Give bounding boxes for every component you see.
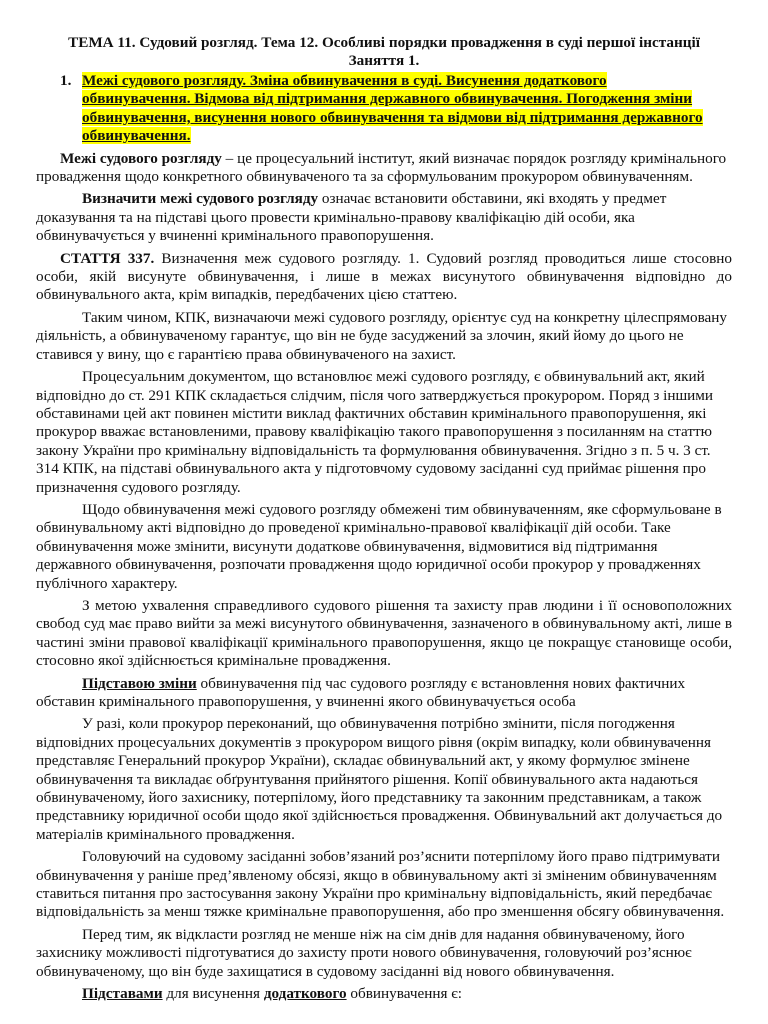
paragraph-10: Головуючий на судовому засіданні зобов’язаний роз’яснити потерпілому його право підтримувати обвинувачення у раніше пред’явленому обсязі, якщо в обвинувальному акті зі зміненим обвинуваченням ставиться питання про застосування закону України про кримінальну відповідальність, який передбачає відповідальність за менш тяжке кримінальне правопорушення, або про зменшення обсягу обвинувачення.	[36, 848, 725, 921]
list-item-1	[36, 72, 732, 146]
article-label: СТАТТЯ 337.	[60, 249, 155, 267]
paragraph-9: У разі, коли прокурор переконаний, що обвинувачення потрібно змінити, після погодження відповідних процесуальних документів з прокурором вищого рівня (окрім випадку, коли обвинувачення представляє Генеральний прокурор України), складає обвинувальний акт, у якому формулює змінене обвинувачення та викладає обґрунтування прийнятого рішення. Копії обвинувального акта надаються обвинуваченому, його захиснику, потерпілому, його представнику та законним представникам, а також представнику юридичної особи щодо якої здійснюється провадження. Обвинувальний акт долучається до матеріалів кримінального провадження.	[36, 715, 723, 843]
paragraph-2	[36, 190, 732, 245]
paragraph-text: для висунення	[162, 985, 264, 1003]
paragraph-1	[36, 150, 732, 187]
paragraph-text: – це процесуальний інститут, який визначає порядок розгляду кримінального провадження щодо конкретного обвинуваченого та за сформульованим прокурором обвинуваченням.	[36, 149, 727, 186]
paragraph-text: обвинувачення під час судового розгляду є встановлення нових фактичних обставин кримінального правопорушення, у вчиненні якого обвинувачується особа	[36, 674, 686, 710]
list-number: 1.	[60, 72, 72, 89]
term-bold-underlined: Підставами	[82, 985, 163, 1003]
paragraph-3	[36, 250, 732, 305]
term-bold: Визначити межі судового розгляду	[82, 190, 319, 208]
term-bold: Межі судового розгляду	[60, 149, 222, 167]
paragraph-4: Таким чином, КПК, визначаючи межі судового розгляду, орієнтує суд на конкретну цілеспрямовану діяльність, а обвинуваченому гарантує, що він не буде засуджений за злочин, який йому до цього не ставився у вину, що є гарантією права обвинуваченого на захист.	[36, 308, 728, 363]
paragraph-8	[36, 675, 732, 712]
paragraph-6: Щодо обвинувачення межі судового розгляду обмежені тим обвинуваченням, яке сформульоване в обвинувальному акті відповідно до проведеної кримінально-правової кваліфікації дій особи. Таке обвинувачення може змінити, висунути додаткове обвинувачення, відмовитися від підтримання державного обвинувачення, розпочати провадження щодо юридичної особи прокурор у провадженнях публічного характеру.	[36, 500, 722, 592]
paragraph-11: Перед тим, як відкласти розгляд не менше ніж на сім днів для надання обвинуваченому, його захиснику можливості підготуватися до захисту проти нового обвинувачення, головуючий роз’яснює обвинуваченому, що він буде захищатися в судовому засіданні від нового обвинувачення.	[36, 925, 692, 980]
term-bold-underlined: Підставою зміни	[82, 674, 197, 692]
document-title	[36, 34, 732, 70]
highlighted-heading: Межі судового розгляду. Зміна обвинувачення в суді. Висунення додаткового обвинувачення. Відмова від підтримання державного обвинувачення. Погодження зміни обвинувачення, висунення нового обвинувачення та відмови від підтримання державного обвинувачення.	[82, 72, 703, 145]
document-page	[36, 34, 732, 1008]
paragraph-text: Визначення меж судового розгляду. 1. Судовий розгляд проводиться лише стосовно особи, якій висунуте обвинувачення, і лише в межах висунутого обвинувачення відповідно до обвинувального акта, крім випадків, передбачених цією статтею.	[36, 249, 733, 304]
paragraph-5: Процесуальним документом, що встановлює межі судового розгляду, є обвинувальний акт, який відповідно до ст. 291 КПК складається слідчим, після чого затверджується прокурором. Поряд з іншими обставинами цей акт повинен містити виклад фактичних обставин кримінального правопорушення, які прокурор вважає встановленими, правову кваліфікацію такого правопорушення з посиланням на статтю закону України про кримінальну відповідальність та формулювання обвинувачення. Згідно з п. 5 ч. 3 ст. 314 КПК, на підставі обвинувального акта у підготовчому судовому засіданні суд приймає рішення про призначення судового розгляду.	[36, 368, 714, 496]
term-bold-underlined: додаткового	[263, 985, 347, 1003]
paragraph-text: обвинувачення є:	[346, 985, 462, 1003]
list-item-text	[82, 72, 732, 146]
paragraph-12	[36, 985, 732, 1003]
title-line-1: ТЕМА 11. Судовий розгляд. Тема 12. Особливі порядки провадження в суді першої інстанції	[68, 34, 700, 51]
paragraph-7: З метою ухвалення справедливого судового рішення та захисту прав людини і її основоположних свобод суд має право вийти за межі висунутого обвинувачення, зазначеного в обвинувальному акті, лише в частині зміни правової кваліфікації кримінального правопорушення, якщо це покращує становище особи, стосовно якої здійснюється кримінальне провадження.	[36, 596, 732, 670]
paragraph-text: означає встановити обставини, які входять у предмет доказування та на підставі цього провести кримінально-правову кваліфікацію дій особи, яка обвинувачується у вчиненні кримінального правопорушення.	[36, 190, 667, 245]
title-line-2: Заняття 1.	[348, 52, 420, 69]
